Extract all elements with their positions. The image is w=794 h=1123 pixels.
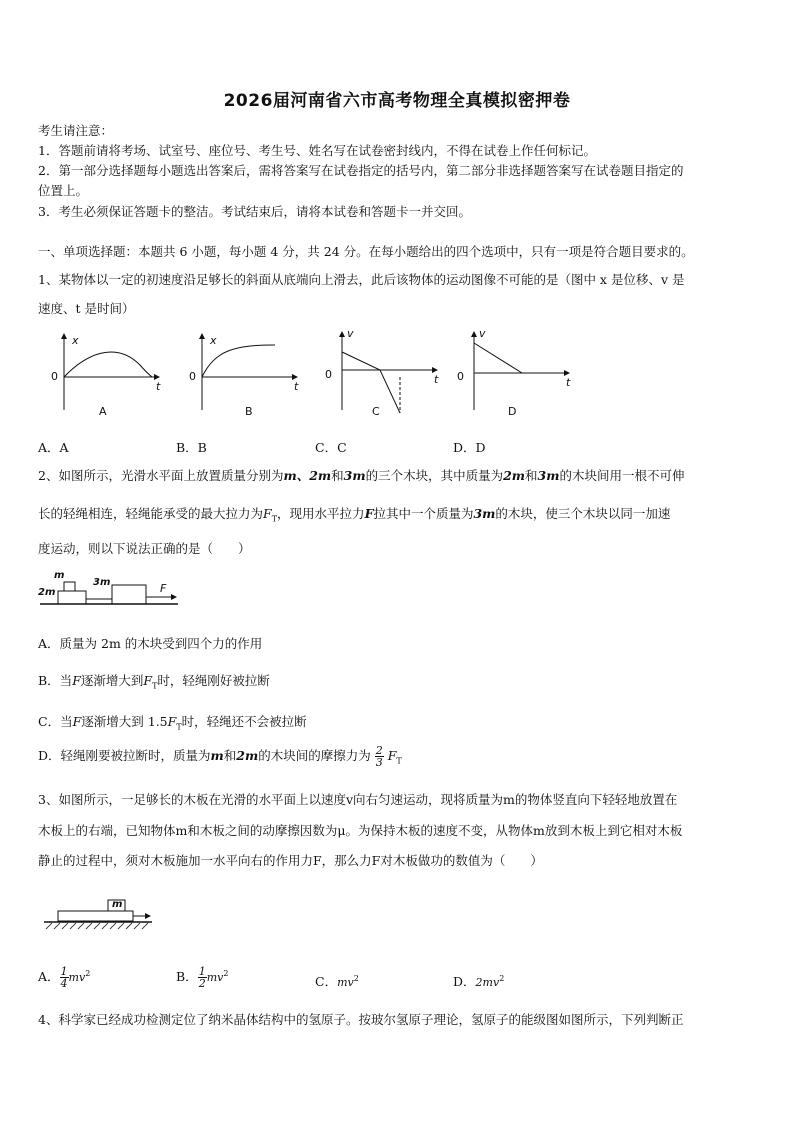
graph-d-line: [474, 343, 522, 373]
board: [58, 911, 133, 921]
block-3m: [112, 585, 146, 604]
graph-a-curve: [64, 352, 152, 377]
graph-d-ylabel: v: [479, 327, 486, 340]
graph-b-curve: [202, 345, 275, 377]
ground-hatch: [46, 923, 148, 929]
q2-stem-line2: 长的轻绳相连，轻绳能承受的最大拉力为$F_T$，现用水平拉力F拉其中一个质量为3m的木块，使三个木块以同一加速: [38, 506, 671, 524]
q1-option-b[interactable]: B．B: [176, 440, 207, 455]
q2-stem-line3: 度运动，则以下说法正确的是（ ）: [38, 541, 251, 556]
q3-option-c[interactable]: C．$mv^2$: [315, 973, 359, 989]
graph-a-origin: 0: [51, 370, 58, 383]
q2-option-b[interactable]: B．当F逐渐增大到$F_T$时，轻绳刚好被拉断: [38, 673, 270, 691]
q1-stem-line1: 1、某物体以一定的初速度沿足够长的斜面从底端向上滑去，此后该物体的运动图像不可能的是（图中 x 是位移、v 是: [38, 272, 685, 287]
q2-fig-label-m: m: [54, 570, 65, 581]
q3-stem-line3: 静止的过程中，须对木板施加一水平向右的作用力F，那么力F对木板做功的数值为（ ）: [38, 853, 543, 868]
q1-option-d[interactable]: D．D: [453, 440, 486, 455]
graph-b-origin: 0: [189, 370, 196, 383]
graph-d-xlabel: t: [566, 376, 571, 389]
q1-stem-line2: 速度、t 是时间）: [38, 301, 135, 316]
graph-c-label: C: [372, 405, 380, 418]
q3-option-b[interactable]: B． $\frac{1}{2}$ $mv^2$: [176, 965, 229, 990]
block-2m: [58, 591, 86, 604]
graph-b-xlabel: t: [294, 380, 299, 393]
q2-fig-label-3m: 3m: [93, 577, 111, 588]
q1-option-c[interactable]: C．C: [315, 440, 347, 455]
q2-fig-label-f: F: [160, 582, 167, 595]
velocity-arrowhead: [145, 913, 151, 919]
graph-d-origin: 0: [457, 370, 464, 383]
q2-option-a[interactable]: A．质量为 2m 的木块受到四个力的作用: [38, 636, 263, 651]
graph-d-arrow-y: [471, 331, 477, 337]
q2-stem-line1: 2、如图所示，光滑水平面上放置质量分别为m、2m和3m的三个木块，其中质量为2m和3m的木块间用一根不可伸: [38, 468, 685, 483]
q3-figure: [44, 896, 154, 932]
q3-stem-line1: 3、如图所示，一足够长的木板在光滑的水平面上以速度v向右匀速运动，现将质量为m的物体竖直向下轻轻地放置在: [38, 792, 678, 807]
graph-d-label: D: [508, 405, 517, 418]
graph-a-ylabel: x: [72, 334, 79, 347]
graph-c-arrow-y: [339, 331, 345, 337]
graph-c-xlabel: t: [434, 373, 439, 386]
q2-option-c[interactable]: C．当F逐渐增大到 $1.5F_T$时，轻绳还不会被拉断: [38, 714, 307, 732]
q3-option-d[interactable]: D．$2mv^2$: [453, 973, 505, 989]
graph-b-label: B: [245, 405, 253, 418]
page-title: 2026届河南省六市高考物理全真模拟密押卷: [223, 91, 571, 111]
graph-b-arrow-y: [199, 333, 205, 339]
notice-item-3: 3．考生必须保证答题卡的整洁。考试结束后，请将本试卷和答题卡一并交回。: [38, 204, 471, 219]
q2-option-d[interactable]: D．轻绳刚要被拉断时，质量为m和2m的木块间的摩擦力为 $\frac{2}{3}$ $F_T$: [38, 744, 402, 769]
notice-item-2: 2．第一部分选择题每小题选出答案后，需将答案写在试卷指定的括号内，第二部分非选择题答案写在试卷题目指定的: [38, 163, 684, 178]
graph-a-xlabel: t: [156, 380, 161, 393]
block-m: [64, 582, 75, 591]
q3-stem-line2: 木板上的右端，已知物体m和木板之间的动摩擦因数为μ。为保持木板的速度不变，从物体m放到木板上到它相对木板: [38, 823, 683, 838]
graph-c-ylabel: v: [347, 327, 354, 340]
graph-b-ylabel: x: [210, 334, 217, 347]
section-heading: 一、单项选择题：本题共 6 小题，每小题 4 分，共 24 分。在每小题给出的四个选项中，只有一项是符合题目要求的。: [38, 244, 694, 259]
q3-option-a[interactable]: A． $\frac{1}{4}$ $mv^2$: [38, 965, 91, 990]
q4-stem-line1: 4、科学家已经成功检测定位了纳米晶体结构中的氢原子。按玻尔氢原子理论，氢原子的能级图如图所示，下列判断正: [38, 1012, 684, 1027]
graph-a-label: A: [99, 405, 107, 418]
q3-fig-label-m: m: [112, 899, 123, 910]
graph-c-line: [342, 352, 400, 413]
notice-heading: 考生请注意：: [38, 123, 114, 138]
graph-a-arrow-y: [61, 333, 67, 339]
q1-option-a[interactable]: A．A: [38, 440, 69, 455]
graph-c-origin: 0: [325, 368, 332, 381]
q2-fig-label-2m: 2m: [38, 587, 56, 598]
force-arrowhead: [171, 594, 177, 600]
notice-item-2-cont: 位置上。: [38, 183, 89, 198]
notice-item-1: 1．答题前请将考场、试室号、座位号、考生号、姓名写在试卷密封线内，不得在试卷上作任何标记。: [38, 143, 596, 158]
fraction-2-3: $\frac{2}{3}$: [375, 744, 383, 769]
